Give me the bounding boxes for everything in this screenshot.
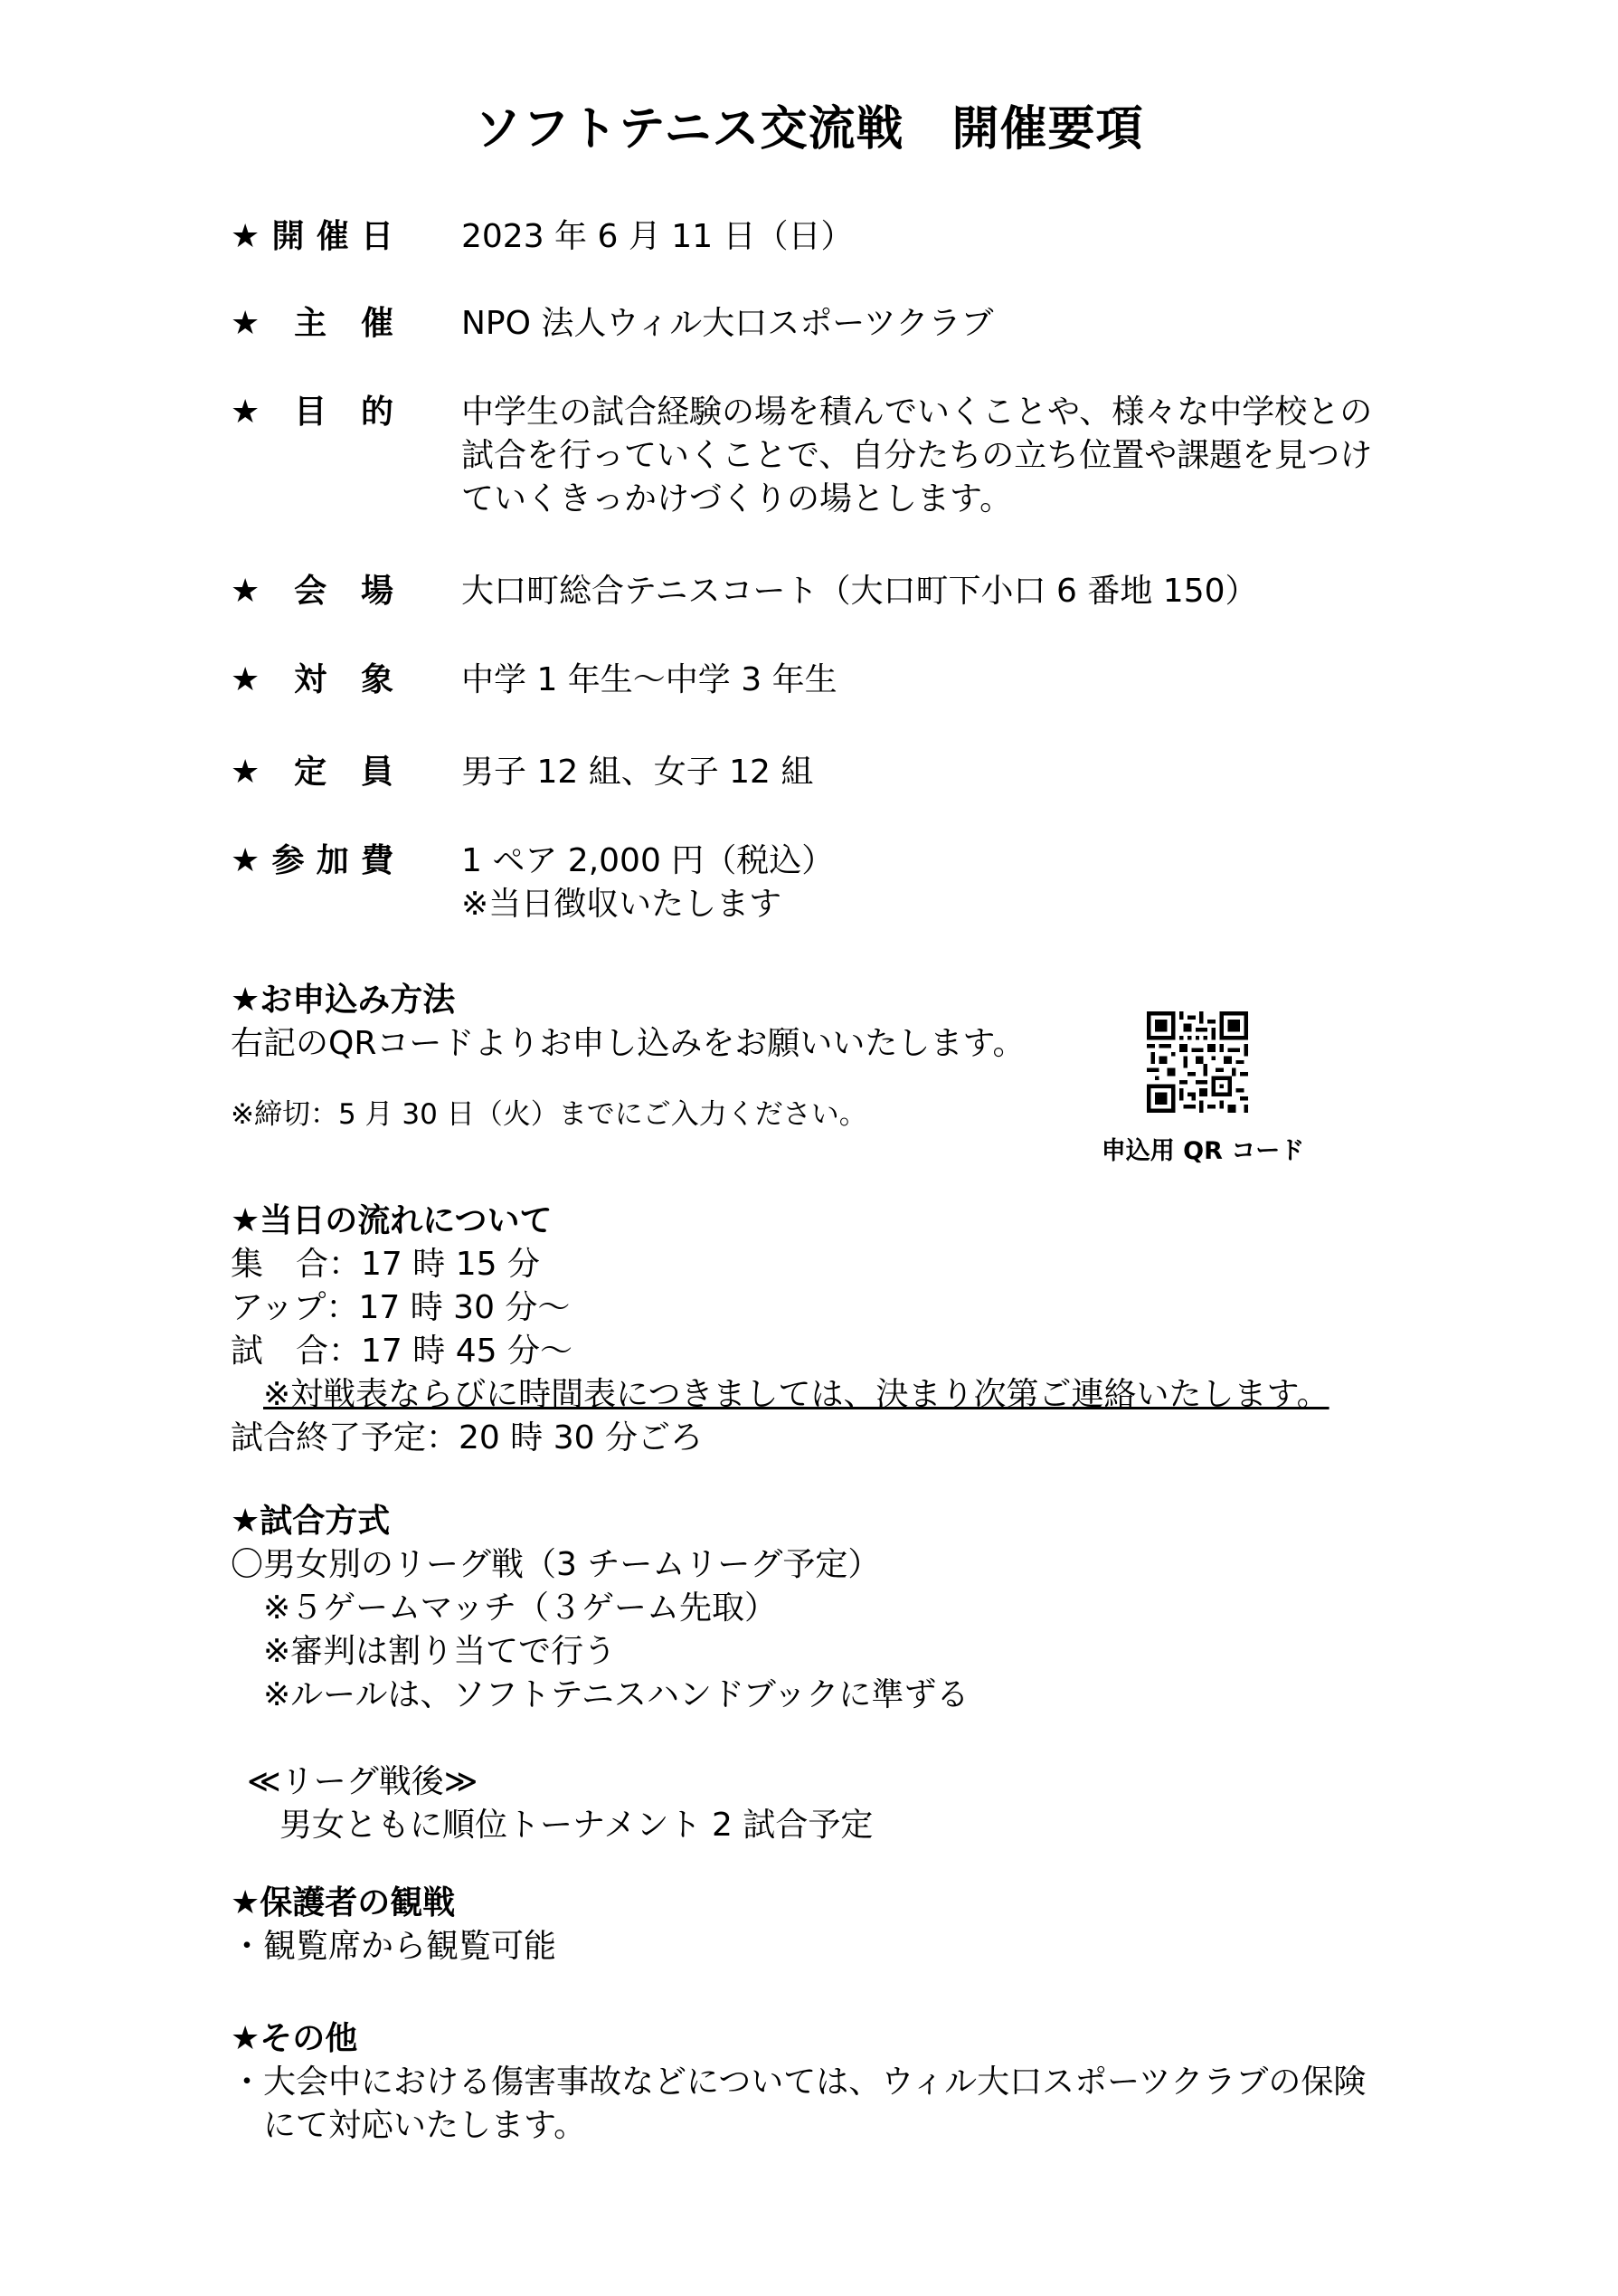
detail-label: ★ 参 加 費 bbox=[231, 842, 393, 879]
detail-value: 中学 1 年生～中学 3 年生 bbox=[461, 661, 837, 698]
detail-value: NPO 法人ウィル大口スポーツクラブ bbox=[461, 305, 994, 342]
page-title: ソフトテニス交流戦 開催要項 bbox=[474, 102, 1144, 157]
detail-label: ★ 目 的 bbox=[231, 394, 393, 431]
detail-label: ★ 定 員 bbox=[231, 754, 393, 791]
detail-label: ★ 主 催 bbox=[231, 305, 393, 342]
detail-value: 試合を行っていくことで、自分たちの立ち位置や課題を見つけ bbox=[461, 437, 1373, 474]
format-rule: ※審判は割り当てで行う bbox=[263, 1633, 617, 1670]
flow-line: 集 合：17 時 15 分 bbox=[231, 1246, 540, 1283]
format-after-text: 男女ともに順位トーナメント 2 試合予定 bbox=[279, 1807, 874, 1844]
format-after-heading: ≪リーグ戦後≫ bbox=[247, 1763, 478, 1800]
flow-line: 試 合：17 時 45 分～ bbox=[231, 1333, 572, 1370]
section-heading: ★お申込み方法 bbox=[231, 982, 456, 1019]
section-guardians bbox=[231, 1882, 556, 1969]
format-rule: ※５ゲームマッチ（３ゲーム先取） bbox=[263, 1589, 778, 1627]
flow-line: アップ：17 時 30 分～ bbox=[231, 1289, 571, 1326]
section-heading: ★試合方式 bbox=[231, 1503, 391, 1540]
section-flow bbox=[231, 1200, 1329, 1460]
detail-value: 2023 年 6 月 11 日（日） bbox=[461, 218, 854, 255]
flow-end: 試合終了予定：20 時 30 分ごろ bbox=[231, 1419, 703, 1456]
section-apply bbox=[231, 979, 1025, 1136]
qr-code-image[interactable] bbox=[1147, 1011, 1248, 1113]
other-line: ・大会中における傷害事故などについては、ウィル大口スポーツクラブの保険 bbox=[231, 2064, 1367, 2101]
detail-label: ★ 開 催 日 bbox=[231, 218, 393, 255]
section-heading: ★保護者の観戦 bbox=[231, 1884, 456, 1921]
detail-value: ※当日徴収いたします bbox=[461, 886, 782, 923]
detail-value: 大口町総合テニスコート（大口町下小口 6 番地 150） bbox=[461, 573, 1258, 610]
detail-value: 1 ペア 2,000 円（税込） bbox=[461, 842, 835, 879]
detail-label: ★ 対 象 bbox=[231, 661, 393, 698]
section-other bbox=[231, 2017, 1366, 2148]
guardians-text: ・観覧席から観覧可能 bbox=[231, 1928, 557, 1965]
detail-value: 男子 12 組、女子 12 組 bbox=[461, 754, 814, 791]
format-rule: ※ルールは、ソフトテニスハンドブックに準ずる bbox=[263, 1676, 970, 1713]
qr-code-label: 申込用 QR コード bbox=[1101, 1137, 1305, 1165]
apply-text: 右記のQRコードよりお申し込みをお願いいたします。 bbox=[231, 1025, 1026, 1062]
apply-deadline: ※締切：5 月 30 日（火）までにご入力ください。 bbox=[231, 1098, 867, 1131]
detail-value: ていくきっかけづくりの場とします。 bbox=[461, 480, 1013, 517]
detail-value: 中学生の試合経験の場を積んでいくことや、様々な中学校との bbox=[461, 394, 1373, 431]
flow-note: ※対戦表ならびに時間表につきましては、決まり次第ご連絡いたします。 bbox=[263, 1376, 1329, 1413]
other-line: にて対応いたします。 bbox=[231, 2107, 587, 2144]
detail-label: ★ 会 場 bbox=[231, 573, 393, 610]
section-heading: ★当日の流れについて bbox=[231, 1202, 553, 1239]
section-heading: ★その他 bbox=[231, 2020, 358, 2057]
section-format bbox=[231, 1500, 969, 1847]
format-main: 〇男女別のリーグ戦（3 チームリーグ予定） bbox=[231, 1546, 881, 1583]
